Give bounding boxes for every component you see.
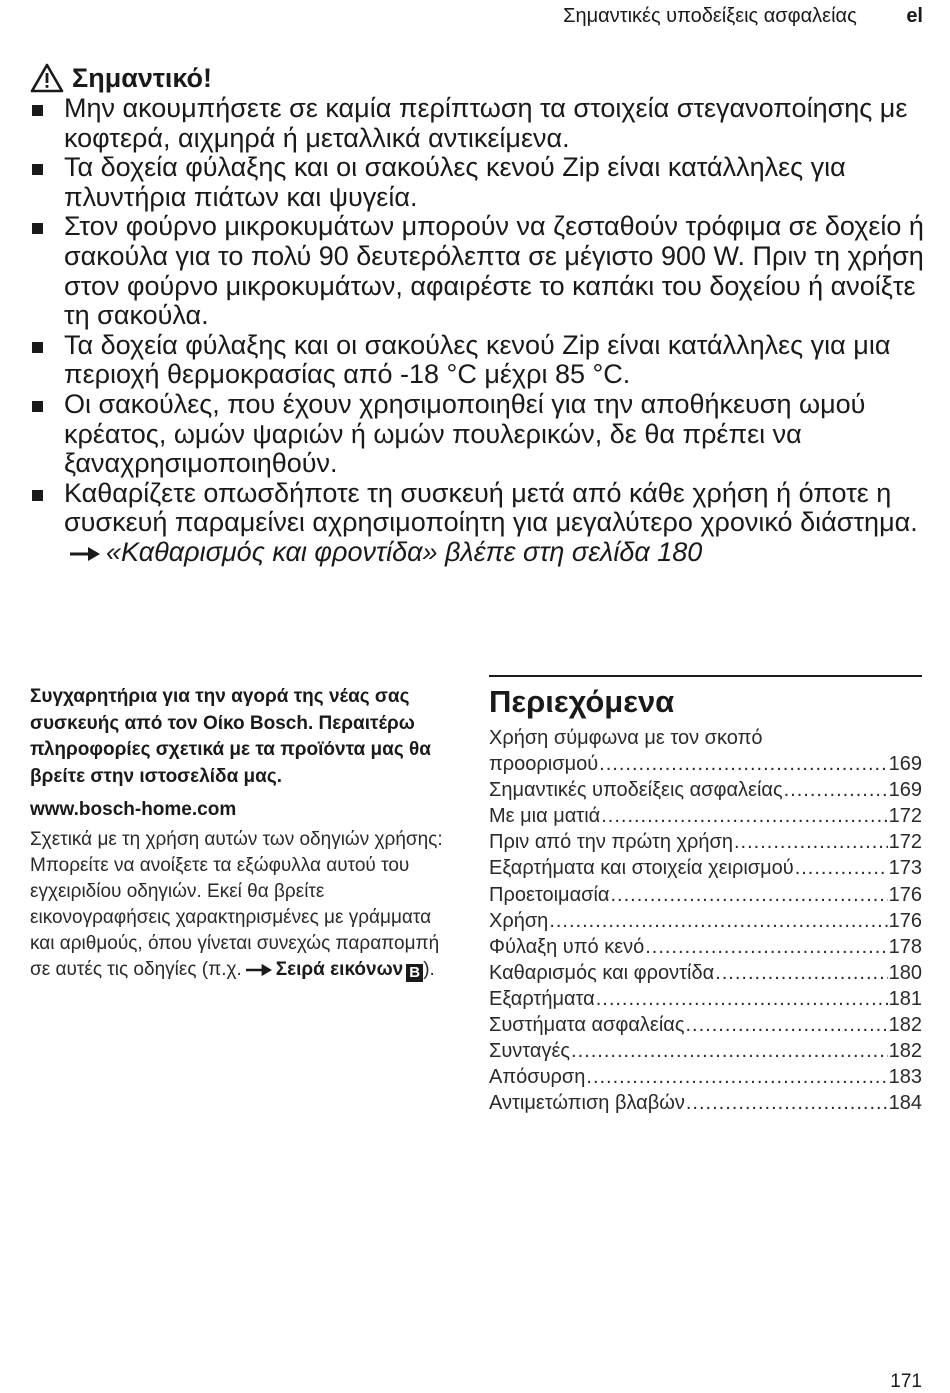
toc-entry-page: 181 [888, 987, 922, 1010]
toc-entry-label: Συνταγές [489, 1040, 571, 1063]
warning-triangle-icon [30, 63, 64, 93]
about-text: Σχετικά με τη χρήση αυτών των οδηγιών χρήσης: Μπορείτε να ανοίξετε τα εξώφυλλα αυτού του εγχειριδίου οδηγιών. Εκεί θα βρείτε εικονογραφήσεις χαρακτηρισμένες με γράμματα και αριθμούς, όπου γίνεται συνεχώς παραπομπή σε αυτές τις οδηγίες [30, 829, 443, 980]
warning-item [30, 331, 925, 390]
toc-entry[interactable] [489, 725, 922, 777]
section-title: Σημαντικές υποδείξεις ασφαλείας [563, 5, 857, 27]
toc-list [489, 725, 922, 1116]
warning-item-text: Στον φούρνο μικροκυμάτων μπορούν να ζεσταθούν τρόφιμα σε δοχείο ή σακούλα για το πολύ 90 δευτερόλεπτα σε μέγιστο 900 W. Πριν τη χρήση στον φούρνο μικροκυμάτων, αφαιρέστε το καπάκι του δοχείου ή ανοίξτε τη σακούλα. [64, 211, 924, 331]
figure-letter-badge: B [406, 964, 423, 982]
page-header [563, 5, 923, 28]
toc-entry[interactable] [489, 829, 922, 855]
toc-entry-label: Καθαρισμός και φροντίδα [489, 961, 715, 984]
toc-entry-label-line1: Χρήση σύμφωνα με τον σκοπό [489, 727, 763, 749]
toc-entry-label: Απόσυρση [489, 1066, 586, 1089]
bullet-square-icon [32, 164, 43, 175]
toc-leader-dots [571, 1038, 888, 1064]
warning-item [30, 390, 925, 479]
toc-leader-dots [586, 1064, 887, 1090]
toc-entry[interactable] [489, 803, 922, 829]
toc-entry[interactable] [489, 777, 922, 803]
toc-entry-page: 183 [888, 1066, 922, 1089]
arrow-right-icon [246, 963, 272, 977]
toc-leader-dots [596, 986, 888, 1012]
warning-heading [30, 62, 925, 94]
toc-entry-page: 180 [888, 961, 922, 984]
toc-leader-dots [795, 855, 888, 881]
toc-entry[interactable] [489, 1012, 922, 1038]
figure-series-reference: Σειρά εικόνων [275, 959, 404, 980]
toc-entry-page: 184 [888, 1092, 922, 1115]
toc-entry-page: 169 [888, 779, 922, 802]
toc-leader-dots [645, 934, 887, 960]
warning-item [30, 153, 925, 212]
toc-entry-label: Εξαρτήματα [489, 987, 595, 1010]
toc-entry[interactable] [489, 960, 922, 986]
website-link[interactable]: www.bosch-home.com [30, 799, 237, 820]
bullet-square-icon [32, 401, 43, 412]
language-code: el [906, 5, 923, 27]
toc-entry[interactable] [489, 1090, 922, 1116]
about-suffix: ). [423, 959, 435, 980]
warning-item-text: Μην ακουμπήσετε σε καμία περίπτωση τα στοιχεία στεγανοποίησης με κοφτερά, αιχμηρά ή μεταλλικά αντικείμενα. [64, 93, 908, 153]
toc-entry-page: 172 [888, 831, 922, 854]
warning-item-text: Τα δοχεία φύλαξης και οι σακούλες κενού Zip είναι κατάλληλες για μια περιοχή θερμοκρασίας από -18 °C μέχρι 85 °C. [64, 329, 891, 390]
table-of-contents [489, 675, 922, 1116]
toc-leader-dots [784, 777, 888, 803]
toc-entry[interactable] [489, 908, 922, 934]
congratulations-text: Συγχαρητήρια για την αγορά της νέας σας συσκευής από τον Οίκο Bosch. Περαιτέρω πληροφορίες σχετικά με τα προϊόντα μας θα βρείτε στην ιστοσελίδα μας. [30, 686, 431, 787]
toc-entry[interactable] [489, 855, 922, 881]
page-number: 171 [890, 1371, 922, 1392]
toc-entry[interactable] [489, 1038, 922, 1064]
toc-entry-label-line2: προορισμού [489, 753, 599, 776]
warning-item [30, 212, 925, 330]
toc-entry-label: Χρήση [489, 909, 549, 932]
warning-item-text: Καθαρίζετε οπωσδήποτε τη συσκευή μετά από κάθε χρήση ή όποτε η συσκευή παραμείνει αχρησιμοποίητη για μεγαλύτερο χρονικό διάστημα. [64, 477, 918, 538]
arrow-right-icon [70, 546, 100, 562]
toc-entry-label: Σημαντικές υποδείξεις ασφαλείας [489, 779, 783, 802]
toc-leader-dots [549, 908, 887, 934]
toc-entry-page: 176 [888, 909, 922, 932]
toc-leader-dots [686, 1012, 888, 1038]
toc-entry-page: 182 [888, 1040, 922, 1063]
warning-item [30, 479, 925, 568]
warning-item-text: Τα δοχεία φύλαξης και οι σακούλες κενού Zip είναι κατάλληλες για πλυντήρια πιάτων και ψυγεία. [64, 152, 846, 212]
warning-block [30, 62, 925, 568]
bullet-square-icon [32, 223, 43, 234]
toc-entry[interactable] [489, 882, 922, 908]
toc-leader-dots [610, 882, 887, 908]
toc-entry-label: Συστήματα ασφαλείας [489, 1014, 685, 1037]
toc-leader-dots [601, 803, 887, 829]
warning-item-text: Οι σακούλες, που έχουν χρησιμοποιηθεί για την αποθήκευση ωμού κρέατος, ωμών ψαριών ή ωμών πουλερικών, δε θα πρέπει να ξαναχρησιμοποιηθούν. [64, 388, 866, 479]
bullet-square-icon [32, 490, 43, 501]
warning-item [30, 94, 925, 153]
toc-entry-page: 172 [888, 805, 922, 828]
warning-title: Σημαντικό! [72, 63, 213, 93]
toc-entry-page: 182 [888, 1014, 922, 1037]
toc-leader-dots [599, 751, 887, 777]
toc-entry[interactable] [489, 1064, 922, 1090]
toc-entry[interactable] [489, 934, 922, 960]
toc-entry-label: Με μια ματιά [489, 805, 601, 828]
toc-title: Περιεχόμενα [489, 684, 675, 719]
about-manual-text [30, 827, 460, 983]
warning-list [30, 94, 925, 568]
toc-entry-page: 173 [888, 857, 922, 880]
toc-entry-page: 169 [888, 753, 922, 776]
toc-entry-label: Εξαρτήματα και στοιχεία χειρισμού [489, 857, 794, 880]
toc-entry-label: Φύλαξη υπό κενό [489, 935, 645, 958]
intro-column [30, 684, 460, 983]
toc-entry-label: Πριν από την πρώτη χρήση [489, 831, 733, 854]
cross-reference-link[interactable]: «Καθαρισμός και φροντίδα» βλέπε στη σελίδα 180 [106, 536, 703, 567]
toc-entry[interactable] [489, 986, 922, 1012]
toc-entry-page: 176 [888, 883, 922, 906]
toc-entry-label: Προετοιμασία [489, 883, 610, 906]
about-prefix: (π.χ. [201, 959, 242, 980]
bullet-square-icon [32, 342, 43, 353]
bullet-square-icon [32, 105, 43, 116]
toc-entry-label: Αντιμετώπιση βλαβών [489, 1092, 685, 1115]
toc-divider [489, 675, 922, 677]
toc-leader-dots [686, 1090, 888, 1116]
toc-leader-dots [734, 829, 888, 855]
toc-entry-page: 178 [888, 935, 922, 958]
toc-leader-dots [715, 960, 887, 986]
